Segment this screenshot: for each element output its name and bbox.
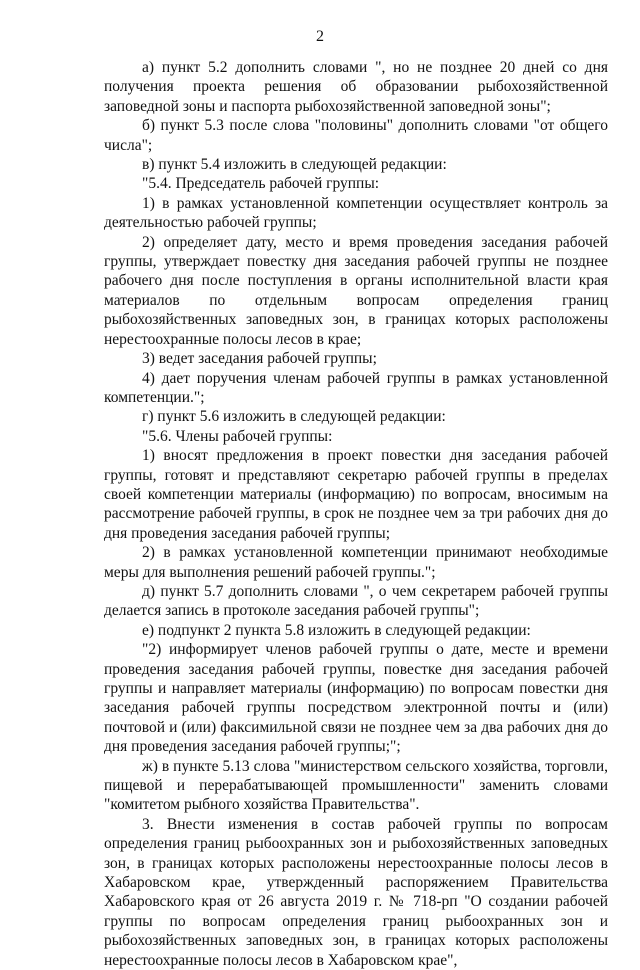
- paragraph-5-6-heading: "5.6. Члены рабочей группы:: [142, 427, 333, 445]
- paragraph-5-13: ж) в пункте 5.13 слова "министерством сельского хозяйства, торговли, пищевой и перерабатывающей промышленности" заменить словами "комитетом рыбного хозяйства Правительства".: [104, 757, 608, 814]
- paragraph-5-4-item-1: 1) в рамках установленной компетенции осуществляет контроль за деятельностью рабочей группы;: [104, 194, 608, 232]
- paragraph-section-3: 3. Внести изменения в состав рабочей группы по вопросам определения границ рыбоохранных зон и рыбохозяйственных заповедных зон, в границах которых расположены нерестоохранные полосы лесов в Хабаровском крае, утвержденный распоряжением Правительства Хабаровского края от 26 августа 2019 г. № 718-рп "О создании рабочей группы по вопросам определения границ рыбоохранных зон и рыбохозяйственных заповедных зон, в границах которых расположены нерестоохранные полосы лесов в Хабаровском крае",: [104, 815, 608, 969]
- paragraph-5-4-heading: "5.4. Председатель рабочей группы:: [142, 175, 380, 193]
- paragraph-5-6-item-1: 1) вносят предложения в проект повестки дня заседания рабочей группы, готовят и представляют секретарю рабочей группы в пределах своей компетенции материалы (информацию) по вопросам, вносимым на рассмотрение рабочей группы, в срок не позднее чем за три рабочих дня до дня проведения заседания рабочей группы;: [104, 447, 608, 542]
- paragraph-5-4-intro: в) пункт 5.4 изложить в следующей редакции:: [142, 156, 447, 174]
- paragraph-5-6-intro: г) пункт 5.6 изложить в следующей редакции:: [142, 408, 446, 426]
- paragraph-5-4-item-3: 3) ведет заседания рабочей группы;: [142, 350, 377, 368]
- paragraph-5-8-item-2: "2) информирует членов рабочей группы о дате, месте и времени проведения заседания рабочей группы, повестке дня заседания рабочей группы и направляет материалы (информацию) по вопросам повестки дня заседания рабочей группы посредством электронной почты и (или) почтовой и (или) факсимильной связи не позднее чем за два рабочих дня до дня проведения заседания рабочей группы;";: [104, 641, 608, 756]
- paragraph-5-8-intro: е) подпункт 2 пункта 5.8 изложить в следующей редакции:: [142, 621, 531, 639]
- paragraph-5-2: а) пункт 5.2 дополнить словами ", но не позднее 20 дней со дня получения проекта решения об образовании рыбохозяйственной заповедной зоны и паспорта рыбохозяйственной заповедной зоны";: [104, 59, 608, 115]
- paragraph-5-4-item-2: 2) определяет дату, место и время проведения заседания рабочей группы, утверждает повестку дня заседания рабочей группы не позднее рабочего дня после поступления в органы исполнительной власти края материалов по отдельным вопросам определения границ рыбохозяйственных заповедных зон, в границах которых расположены нерестоохранные полосы лесов в крае;: [104, 233, 608, 348]
- paragraph-5-7: д) пункт 5.7 дополнить словами ", о чем секретарем рабочей группы делается запись в протоколе заседания рабочей группы";: [104, 582, 608, 620]
- page-number: 2: [316, 28, 324, 45]
- paragraph-5-6-item-2: 2) в рамках установленной компетенции принимают необходимые меры для выполнения решений рабочей группы.";: [104, 544, 608, 581]
- paragraph-5-4-item-4: 4) дает поручения членам рабочей группы в рамках установленной компетенции.";: [104, 369, 608, 406]
- paragraph-5-3: б) пункт 5.3 после слова "половины" дополнить словами "от общего числа";: [104, 117, 608, 154]
- document-body: [104, 58, 608, 970]
